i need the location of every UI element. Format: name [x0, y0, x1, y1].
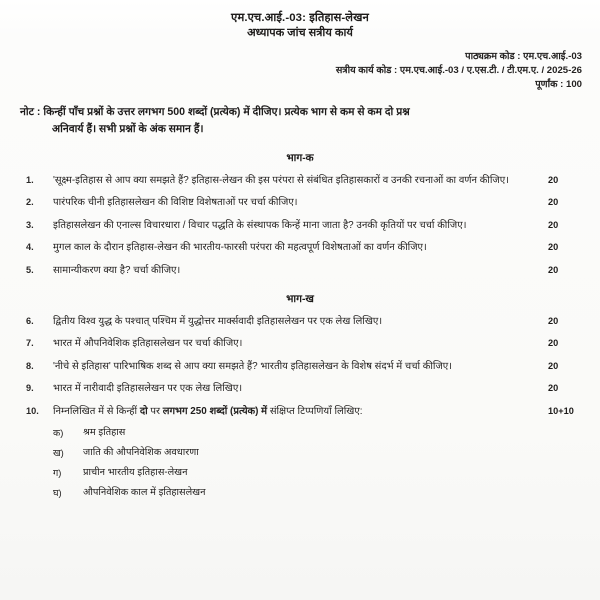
question-row — [20, 218, 582, 233]
assignment-code: सत्रीय कार्य कोड : एम.एच.आई.-03 / ए.एस.टी. / टी.एम.ए. / 2025-26 — [335, 65, 582, 76]
question-text: मुगल काल के दौरान इतिहास-लेखन की भारतीय-फारसी परंपरा की महत्वपूर्ण विशेषताओं का वर्णन कीजिए। — [53, 242, 427, 254]
question-row — [20, 336, 582, 351]
question-list-a — [0, 173, 600, 278]
question-row — [20, 173, 582, 188]
question-marks: 20 — [548, 264, 559, 275]
q10-bold-1: दो — [139, 405, 148, 417]
question-number: 9. — [26, 383, 34, 394]
q10-bold-2: लगभग 250 शब्दों (प्रत्येक) में — [162, 405, 268, 417]
question-row — [20, 359, 582, 374]
question-number: 8. — [26, 360, 34, 371]
sub-question-text: जाति की औपनिवेशिक अवधारणा — [83, 447, 199, 459]
sub-question-item — [53, 446, 582, 461]
q10-part-2: पर — [147, 405, 163, 417]
sub-question-text: प्राचीन भारतीय इतिहास-लेखन — [83, 467, 188, 479]
question-marks: 20 — [548, 219, 559, 230]
note-line-2: अनिवार्य हैं। सभी प्रश्नों के अंक समान हैं। — [52, 122, 204, 135]
sub-question-text: श्रम इतिहास — [83, 427, 126, 439]
question-text — [53, 404, 548, 419]
sub-question-label: क) — [53, 427, 64, 439]
q10-part-3: संक्षिप्त टिप्पणियाँ लिखिए: — [267, 405, 363, 417]
sub-question-item — [53, 466, 582, 481]
question-number: 7. — [26, 338, 34, 349]
page-subtitle: अध्यापक जांच सत्रीय कार्य — [247, 27, 353, 39]
question-row — [20, 314, 582, 329]
question-row — [20, 195, 582, 210]
question-marks: 20 — [548, 360, 559, 371]
total-marks: पूर्णांक : 100 — [535, 79, 582, 90]
section-part-a — [0, 151, 600, 278]
question-number: 2. — [26, 197, 34, 208]
question-marks: 20 — [548, 242, 559, 253]
course-code: पाठ्यक्रम कोड : एम.एच.आई.-03 — [465, 51, 582, 62]
question-row — [20, 404, 582, 419]
question-marks: 10+10 — [548, 405, 574, 416]
question-marks: 20 — [548, 197, 559, 208]
instructions-note — [0, 104, 600, 137]
question-text: 'सूक्ष्म-इतिहास से आप क्या समझते हैं? इतिहास-लेखन की इस परंपरा से संबंधित इतिहासकारों व उनकी रचनाओं का वर्णन कीजिए। — [53, 175, 509, 186]
note-line-1: नोट : किन्हीं पाँच प्रश्नों के उत्तर लगभग 500 शब्दों (प्रत्येक) में दीजिए। प्रत्येक भाग से कम से कम दो प्रश्न — [20, 106, 410, 118]
question-number: 10. — [26, 405, 39, 416]
document-header — [0, 0, 600, 41]
question-row — [20, 263, 582, 278]
question-number: 4. — [26, 242, 34, 253]
sub-question-list — [20, 426, 582, 501]
sub-question-label: घ) — [53, 487, 62, 499]
question-marks: 20 — [548, 338, 559, 349]
q10-part-1: निम्नलिखित में से किन्हीं — [53, 405, 140, 417]
question-text: भारत में औपनिवेशिक इतिहासलेखन पर चर्चा कीजिए। — [53, 338, 243, 350]
sub-question-item — [53, 486, 582, 501]
question-text: सामान्यीकरण क्या है? चर्चा कीजिए। — [53, 264, 181, 276]
question-text: पारंपरिक चीनी इतिहासलेखन की विशिष्ट विशेषताओं पर चर्चा कीजिए। — [53, 197, 298, 209]
sub-question-item — [53, 426, 582, 441]
course-code-block — [0, 50, 600, 92]
question-number: 5. — [26, 264, 34, 275]
question-number: 1. — [26, 175, 34, 185]
sub-question-label: ख) — [53, 447, 64, 459]
question-text: भारत में नारीवादी इतिहासलेखन पर एक लेख लिखिए। — [53, 383, 243, 395]
question-marks: 20 — [548, 316, 559, 327]
question-number: 3. — [26, 219, 34, 230]
question-row — [20, 381, 582, 396]
page-title: एम.एच.आई.-03: इतिहास-लेखन — [231, 12, 369, 24]
question-number: 6. — [26, 316, 34, 327]
sub-question-text: औपनिवेशिक काल में इतिहासलेखन — [83, 487, 206, 499]
section-part-b — [0, 292, 600, 501]
question-text: 'नीचे से इतिहास' पारिभाषिक शब्द से आप क्या समझते हैं? भारतीय इतिहासलेखन के विशेष संदर्भ में चर्चा कीजिए। — [53, 360, 452, 372]
question-row — [20, 240, 582, 255]
question-text: द्वितीय विश्व युद्ध के पश्चात् पश्चिम में युद्धोत्तर मार्क्सवादी इतिहासलेखन पर एक लेख लिखिए। — [53, 316, 383, 328]
question-list-b — [0, 314, 600, 501]
section-heading-a: भाग-क — [286, 153, 314, 164]
question-marks: 20 — [548, 383, 559, 394]
question-text: इतिहासलेखन की एनाल्स विचारधारा / विचार पद्धति के संस्थापक किन्हें माना जाता है? उनकी कृतियों पर चर्चा कीजिए। — [53, 219, 467, 231]
section-heading-b: भाग-ख — [286, 294, 314, 306]
sub-question-label: ग) — [53, 467, 62, 479]
question-marks: 20 — [548, 175, 559, 185]
